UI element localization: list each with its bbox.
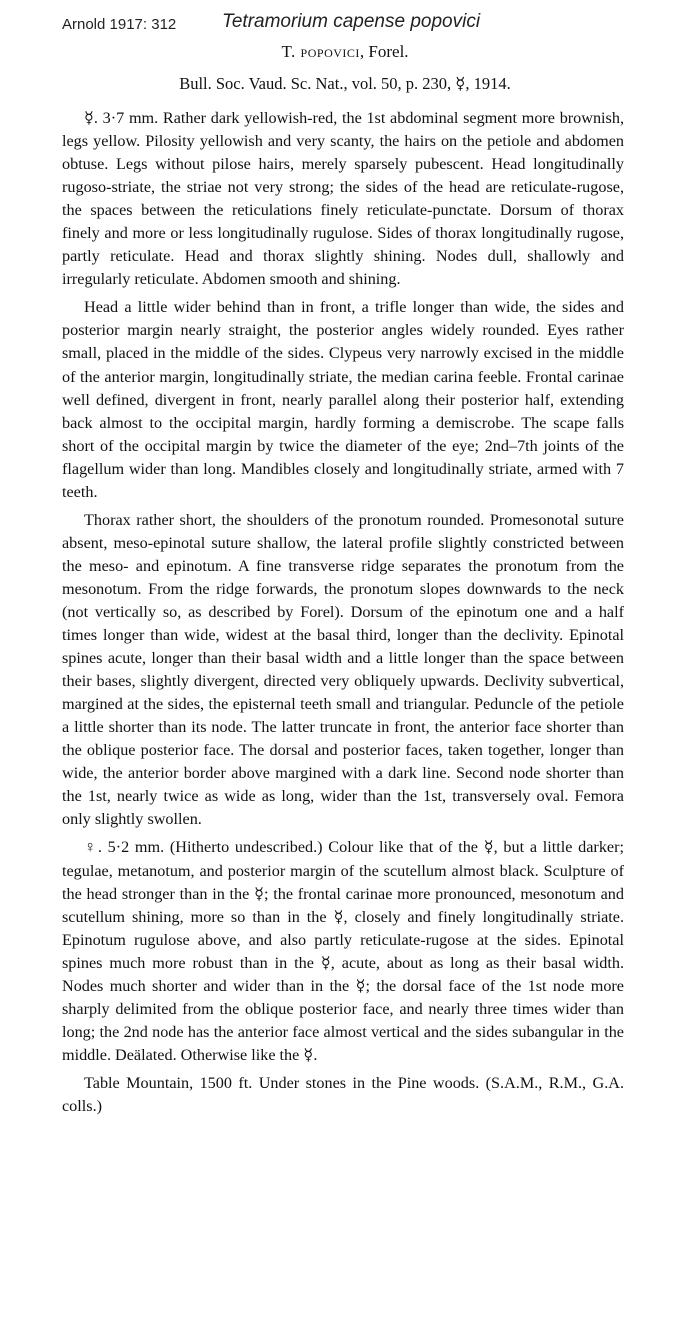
header-title: Tetramorium capense popovici	[222, 11, 481, 32]
paragraph-locality: Table Mountain, 1500 ft. Under stones in the Pine woods. (S.A.M., R.M., G.A. colls.)	[62, 1073, 624, 1115]
paragraph-head: Head a little wider behind than in front, a trifle longer than wide, the sides and posterior margin nearly straight, the posterior angles widely rounded. Eyes rather small, placed in the middle of the sides. Clypeus very narrowly excised in the middle of the anterior margin, longitudinally striate, the median carina feeble. Frontal carinae well defined, divergent in front, nearly parallel along their posterior half, extending back almost to the occipital margin, hardly forming a demiscrobe. The scape falls short of the occipital margin by twice the diameter of the eye; 2nd–7th joints of the flagellum wider than long. Mandibles closely and longitudinally striate, armed with 7 teeth.	[62, 298, 624, 501]
species-name: T. popovici	[281, 42, 360, 61]
species-heading	[0, 42, 690, 62]
paragraph-female: ♀. 5·2 mm. (Hitherto undescribed.) Colour like that of the ☿, but a little darker; tegulae, metanotum, and posterior margin of the scutellum almost black. Sculpture of the head stronger than in the ☿; the frontal carinae more pronounced, mesonotum and scutellum shining, more so than in the ☿, closely and finely longitudinally striate. Epinotum rugulose above, and also partly reticulate-rugose at the sides. Epinotal spines much more robust than in the ☿, acute, about as long as their basal width. Nodes much shorter and wider than in the ☿; the dorsal face of the 1st node more sharply delimited from the oblique posterior face, and nearly three times wider than long; the 2nd node has the anterior face almost vertical and the sides subangular in the middle. Deälated. Otherwise like the ☿.	[62, 838, 624, 1064]
species-author: , Forel.	[359, 42, 409, 61]
paragraph-worker-coloration: ☿. 3·7 mm. Rather dark yellowish-red, the 1st abdominal segment more brownish, legs yellow. Pilosity yellowish and very scanty, the hairs on the petiole and abdomen obtuse. Legs without pilose hairs, merely sparsely pubescent. Head longitudinally rugoso-striate, the striae not very strong; the sides of the head are reticulate-rugose, the spaces between the reticulations finely reticulate-punctate. Dorsum of thorax finely and more or less longitudinally rugulose. Sides of thorax longitudinally rugose, partly reticulate. Head and thorax slightly shining. Nodes dull, shallowly and irregularly reticulate. Abdomen smooth and shining.	[62, 109, 624, 289]
header-reference: Arnold 1917: 312	[62, 16, 177, 33]
citation: Bull. Soc. Vaud. Sc. Nat., vol. 50, p. 230, ☿, 1914.	[179, 74, 511, 93]
paragraph-thorax: Thorax rather short, the shoulders of the pronotum rounded. Promesonotal suture absent, meso-epinotal suture shallow, the lateral profile slightly constricted between the meso- and epinotum. A fine transverse ridge separates the pronotum from the mesonotum. From the ridge forwards, the pronotum slopes downwards to the neck (not vertically so, as described by Forel). Dorsum of the epinotum one and a half times longer than wide, widest at the basal third, longer than the declivity. Epinotal spines acute, longer than their basal width and a little longer than the space between their bases, slightly divergent, directed very obliquely upwards. Declivity subvertical, margined at the sides, the episternal teeth small and triangular. Peduncle of the petiole a little shorter than its node. The latter truncate in front, the anterior face shorter than the oblique posterior face. The dorsal and posterior faces, taken together, longer than wide, the anterior border above margined with a dark line. Second node shorter than the 1st, nearly twice as wide as long, wider than the 1st, transversely oval. Femora only slightly swollen.	[62, 510, 624, 829]
description-body	[62, 107, 624, 1118]
